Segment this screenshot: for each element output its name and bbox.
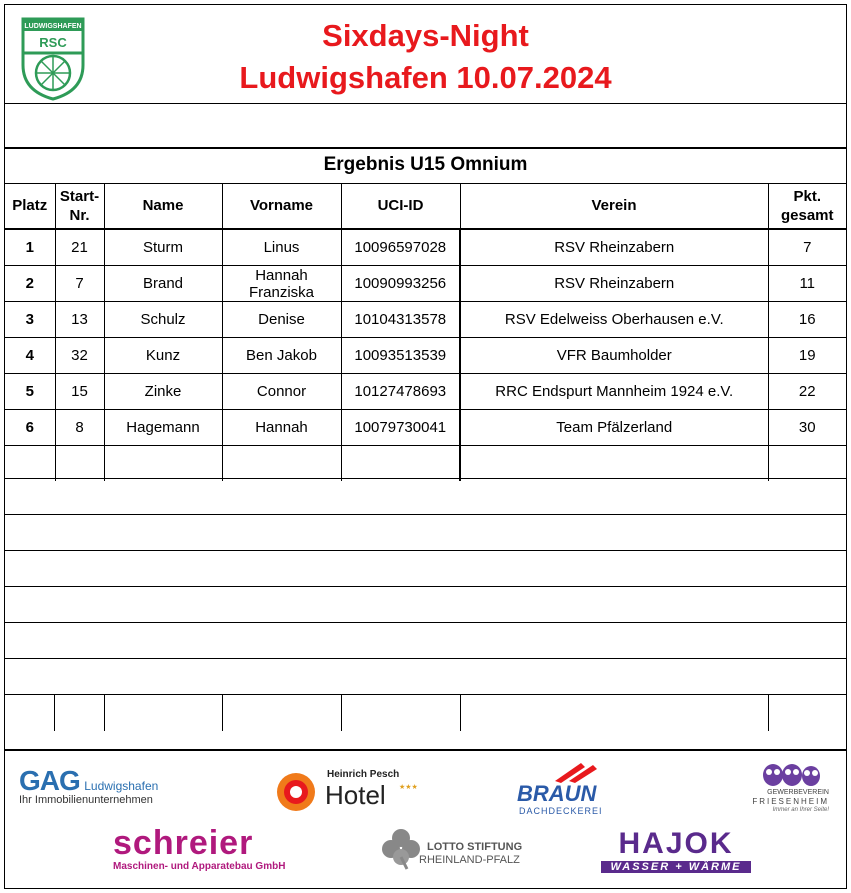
- cell-start-nr: 8: [55, 410, 104, 446]
- cell-verein: RSV Edelweiss Oberhausen e.V.: [460, 302, 768, 338]
- title-line-2: Ludwigshafen 10.07.2024: [239, 60, 612, 95]
- cell-uci-id: 10127478693: [341, 374, 460, 410]
- col-name: Name: [104, 183, 222, 229]
- col-pkt-gesamt: [768, 183, 846, 229]
- cell-vorname: Ben Jakob: [222, 338, 341, 374]
- empty-row: [5, 478, 846, 515]
- cell-name: Kunz: [104, 338, 222, 374]
- col-start-nr-line2: Nr.: [69, 206, 90, 224]
- cell-platz: 5: [5, 374, 55, 410]
- results-sheet: [4, 4, 847, 889]
- col-pkt-line2: gesamt: [780, 206, 834, 224]
- cell-verein: RSV Rheinzabern: [460, 266, 768, 302]
- cell-pkt: 11: [768, 266, 846, 302]
- hotel-flower-icon: [275, 771, 317, 813]
- gag-city: Ludwigshafen: [84, 779, 159, 793]
- col-start-nr-line1: Start-: [59, 187, 100, 205]
- empty-row: [5, 550, 846, 587]
- cell-verein: VFR Baumholder: [460, 338, 768, 374]
- cell-verein: RSV Rheinzabern: [460, 229, 768, 266]
- empty-band: [5, 103, 846, 149]
- col-start-nr: [55, 183, 104, 229]
- cell-pkt: 22: [768, 374, 846, 410]
- cell-start-nr: 15: [55, 374, 104, 410]
- sponsor-footer: [5, 749, 846, 892]
- cell-uci-id: 10090993256: [341, 266, 460, 302]
- cell-platz: 2: [5, 266, 55, 302]
- sponsor-hajok: [601, 829, 751, 883]
- cell-uci-id: 10096597028: [341, 229, 460, 266]
- cell-pkt: 16: [768, 302, 846, 338]
- hotel-big-text: Hotel: [325, 780, 386, 810]
- cell-platz: 3: [5, 302, 55, 338]
- cell-vorname: Connor: [222, 374, 341, 410]
- sponsor-lotto: [381, 825, 531, 881]
- title-line-1: Sixdays-Night: [322, 18, 529, 53]
- sponsor-schreier: [113, 825, 313, 881]
- logo-letters: RSC: [39, 35, 67, 50]
- results-subtitle: Ergebnis U15 Omnium: [5, 147, 846, 184]
- hajok-tagline: WASSER + WÄRME: [601, 861, 751, 873]
- hotel-stars: ★★★: [399, 784, 418, 791]
- braun-roof-icon: [551, 761, 611, 783]
- cell-start-nr: 13: [55, 302, 104, 338]
- table-header-row: [5, 183, 846, 229]
- col-vorname: Vorname: [222, 183, 341, 229]
- lotto-line-2: RHEINLAND-PFALZ: [419, 854, 520, 866]
- col-verein: Verein: [460, 183, 768, 229]
- table-row: [5, 302, 846, 338]
- cell-start-nr: 32: [55, 338, 104, 374]
- cell-name: Schulz: [104, 302, 222, 338]
- hajok-logo-text: HAJOK: [618, 827, 734, 860]
- gewerbe-line-1: GEWERBEVEREIN: [767, 789, 829, 796]
- cell-pkt: 30: [768, 410, 846, 446]
- cell-uci-id: 10093513539: [341, 338, 460, 374]
- braun-logo-text: BRAUN: [517, 781, 597, 806]
- empty-row: [5, 514, 846, 551]
- cell-start-nr: 7: [55, 266, 104, 302]
- col-uci-id: UCI-ID: [341, 183, 460, 229]
- empty-row: [5, 586, 846, 623]
- cell-platz: 6: [5, 410, 55, 446]
- cloverleaf-icon: [381, 827, 421, 871]
- empty-row: [5, 622, 846, 659]
- cell-platz: 4: [5, 338, 55, 374]
- cell-name: Sturm: [104, 229, 222, 266]
- schreier-tagline: Maschinen- und Apparatebau GmbH: [113, 861, 286, 872]
- owls-icon: [761, 759, 821, 787]
- lotto-line-1: LOTTO STIFTUNG: [427, 841, 523, 853]
- gag-tagline: Ihr Immobilienunternehmen: [19, 794, 153, 806]
- sponsor-hotel: [275, 769, 425, 815]
- empty-row: [5, 658, 846, 695]
- header: [5, 5, 846, 104]
- braun-tagline: DACHDECKEREI: [519, 806, 603, 816]
- cell-name: Hagemann: [104, 410, 222, 446]
- cell-start-nr: 21: [55, 229, 104, 266]
- cell-verein: RRC Endspurt Mannheim 1924 e.V.: [460, 374, 768, 410]
- hotel-small-text: Heinrich Pesch: [327, 769, 400, 780]
- sponsor-gag: [19, 765, 158, 806]
- col-pkt-line1: Pkt.: [793, 187, 821, 205]
- cell-vorname: Hannah: [222, 410, 341, 446]
- results-table: [5, 183, 846, 481]
- col-platz: Platz: [12, 197, 48, 214]
- cell-vorname: Denise: [222, 302, 341, 338]
- table-row: [5, 266, 846, 302]
- empty-grid-row: [5, 694, 846, 731]
- cell-vorname: Linus: [222, 229, 341, 266]
- cell-platz: 1: [25, 239, 34, 256]
- empty-table-row: [5, 446, 846, 482]
- cell-pkt: 19: [768, 338, 846, 374]
- gewerbe-line-3: Immer an Ihrer Seite!: [772, 807, 829, 813]
- cell-name: Brand: [104, 266, 222, 302]
- cell-verein: Team Pfälzerland: [460, 410, 768, 446]
- sponsor-braun: [513, 761, 623, 821]
- gag-logo-text: GAG: [19, 765, 80, 796]
- table-row: [5, 410, 846, 446]
- cell-pkt: 7: [768, 229, 846, 266]
- cell-uci-id: 10104313578: [341, 302, 460, 338]
- table-row: [5, 229, 846, 266]
- cell-name: Zinke: [104, 374, 222, 410]
- table-row: [5, 338, 846, 374]
- sponsor-gewerbeverein: [727, 759, 837, 819]
- gewerbe-line-2: FRIESENHEIM: [752, 797, 829, 806]
- table-row: [5, 374, 846, 410]
- cell-uci-id: 10079730041: [341, 410, 460, 446]
- cell-vorname: Hannah Franziska: [222, 266, 341, 302]
- logo-top-text: LUDWIGSHAFEN: [24, 23, 82, 30]
- schreier-logo-text: schreier: [113, 824, 254, 862]
